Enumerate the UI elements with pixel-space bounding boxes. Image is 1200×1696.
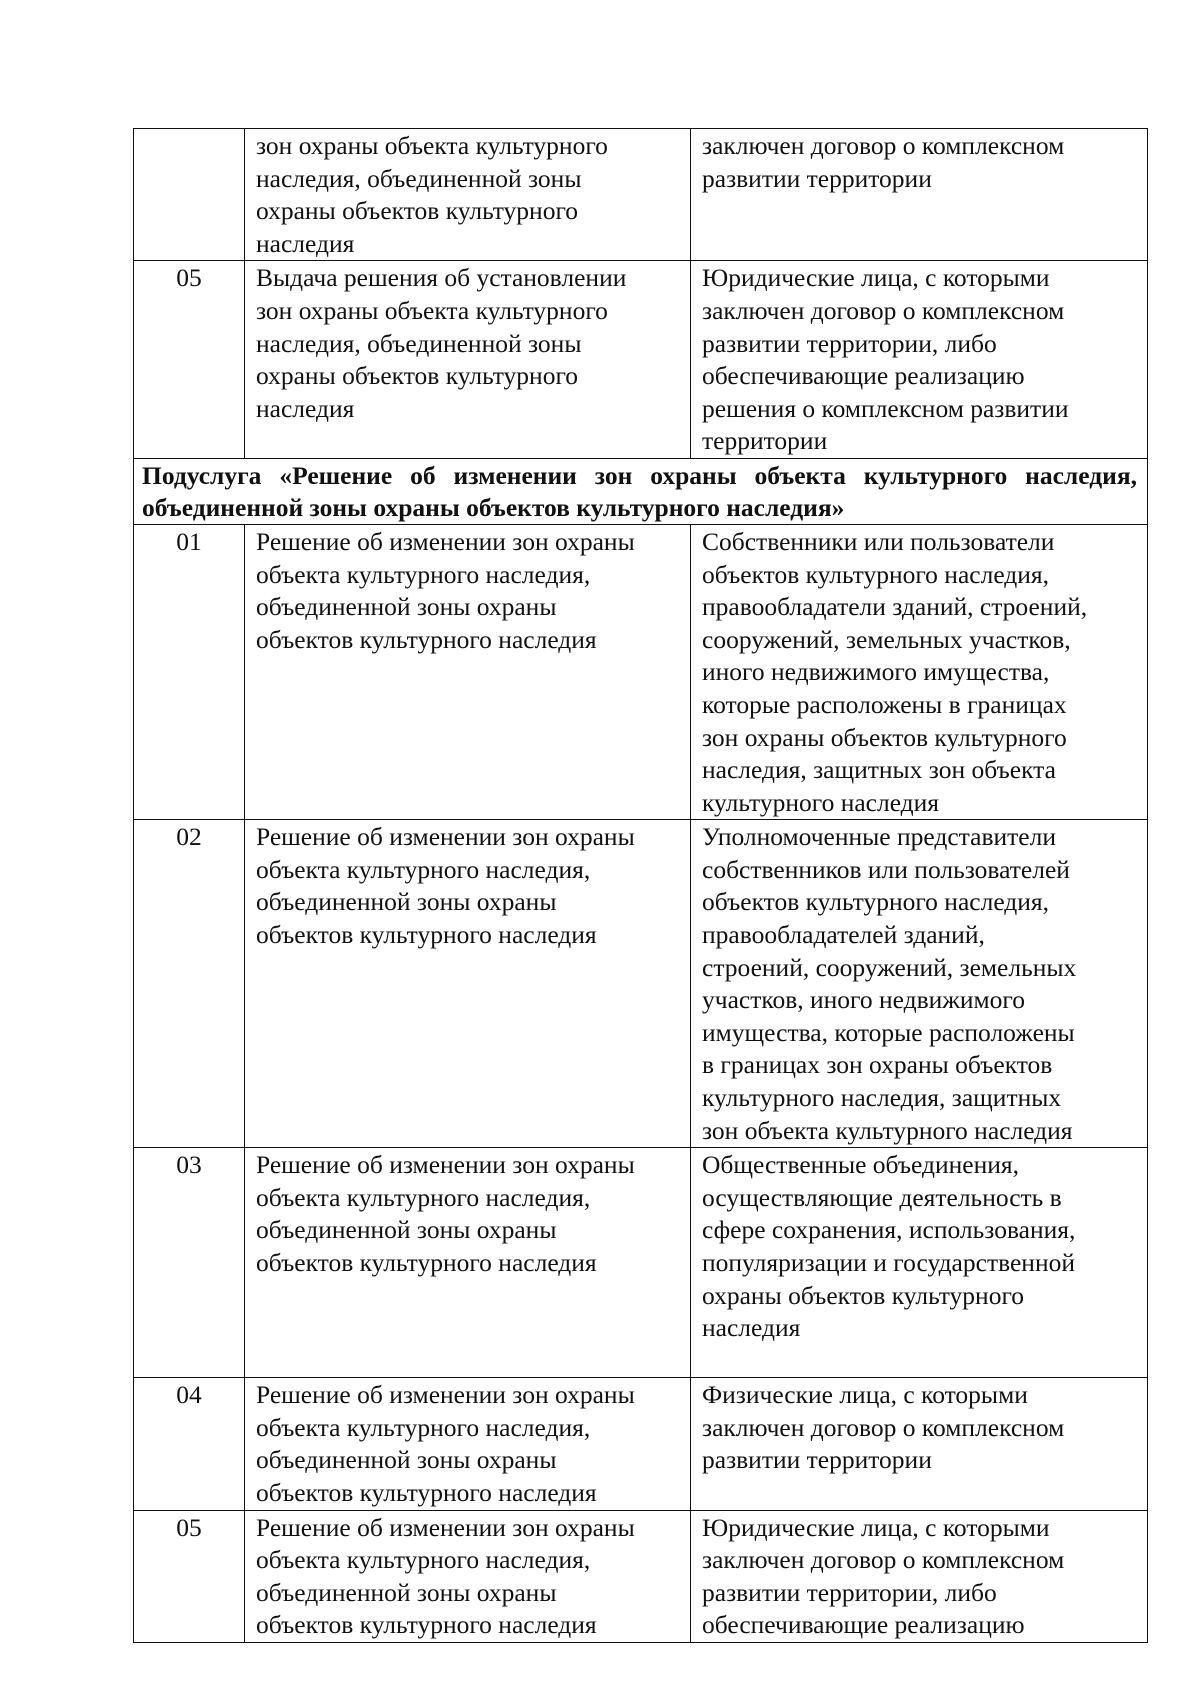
result-text: Решение об изменении зон охраны объекта культурного наследия, объединенной зоны охраны объектов культурного наследия	[256, 1512, 635, 1640]
applicant-cell	[691, 1148, 1148, 1378]
applicant-text: заключен договор о комплексном развитии территории	[702, 131, 1065, 193]
applicant-cell	[691, 129, 1148, 261]
subservice-heading: Подуслуга «Решение об изменении зон охраны объекта культурного наследия, объединенной зоны охраны объектов культурного наследия»	[134, 458, 1148, 524]
applicant-text: Физические лица, с которыми заключен договор о комплексном развитии территории	[702, 1380, 1065, 1475]
table-row	[134, 261, 1148, 459]
result-text: Решение об изменении зон охраны объекта культурного наследия, объединенной зоны охраны объектов культурного наследия	[256, 1150, 635, 1277]
applicant-cell	[691, 524, 1148, 819]
result-cell	[245, 820, 691, 1148]
result-cell	[245, 1378, 691, 1510]
table-row	[134, 1378, 1148, 1510]
result-text: Решение об изменении зон охраны объекта культурного наследия, объединенной зоны охраны объектов культурного наследия	[256, 1380, 635, 1507]
table-row	[134, 1148, 1148, 1378]
result-text: Решение об изменении зон охраны объекта культурного наследия, объединенной зоны охраны объектов культурного наследия	[256, 526, 635, 654]
applicant-cell	[691, 1378, 1148, 1510]
row-number: 02	[134, 820, 245, 1148]
applicant-text: Юридические лица, с которыми заключен договор о комплексном развитии территории, либо обеспечивающие реализацию решения о комплексном развитии территории	[702, 263, 1069, 456]
result-cell	[245, 1148, 691, 1378]
result-cell	[245, 1510, 691, 1642]
result-cell	[245, 129, 691, 261]
result-text: Решение об изменении зон охраны объекта культурного наследия, объединенной зоны охраны объектов культурного наследия	[256, 822, 635, 950]
applicant-text: Юридические лица, с которыми заключен договор о комплексном развитии территории, либо обеспечивающие реализацию	[702, 1512, 1065, 1640]
applicant-text: Собственники или пользователи объектов культурного наследия, правообладатели зданий, строений, сооружений, земельных участков, иного недвижимого имущества, которые расположены в границах зон охраны объектов культурного наследия, защитных зон объекта культурного наследия	[702, 526, 1088, 817]
applicant-text: Общественные объединения, осуществляющие деятельность в сфере сохранения, использования, популяризации и государственной охраны объектов культурного наследия	[702, 1150, 1076, 1343]
row-number: 04	[134, 1378, 245, 1510]
result-text: зон охраны объекта культурного наследия, объединенной зоны охраны объектов культурного наследия	[256, 131, 608, 258]
result-text: Выдача решения об установлении зон охраны объекта культурного наследия, объединенной зоны охраны объектов культурного наследия	[256, 263, 627, 423]
applicant-text: Уполномоченные представители собственников или пользователей объектов культурного наследия, правообладателей зданий, строений, сооружений, земельных участков, иного недвижимого имущества, которые расположены в границах зон охраны объектов культурного наследия, защитных зон объекта культурного наследия	[702, 822, 1077, 1145]
table-row	[134, 1510, 1148, 1642]
result-cell	[245, 524, 691, 819]
applicant-cell	[691, 1510, 1148, 1642]
applicant-cell	[691, 820, 1148, 1148]
table-row	[134, 820, 1148, 1148]
applicant-cell	[691, 261, 1148, 459]
subservice-heading-row	[134, 458, 1148, 524]
table-row	[134, 524, 1148, 819]
row-number: 01	[134, 524, 245, 819]
row-number	[134, 129, 245, 261]
row-number: 05	[134, 261, 245, 459]
table-row-continued	[134, 129, 1148, 261]
result-cell	[245, 261, 691, 459]
row-number: 03	[134, 1148, 245, 1378]
row-number: 05	[134, 1510, 245, 1642]
service-table	[133, 128, 1148, 1643]
